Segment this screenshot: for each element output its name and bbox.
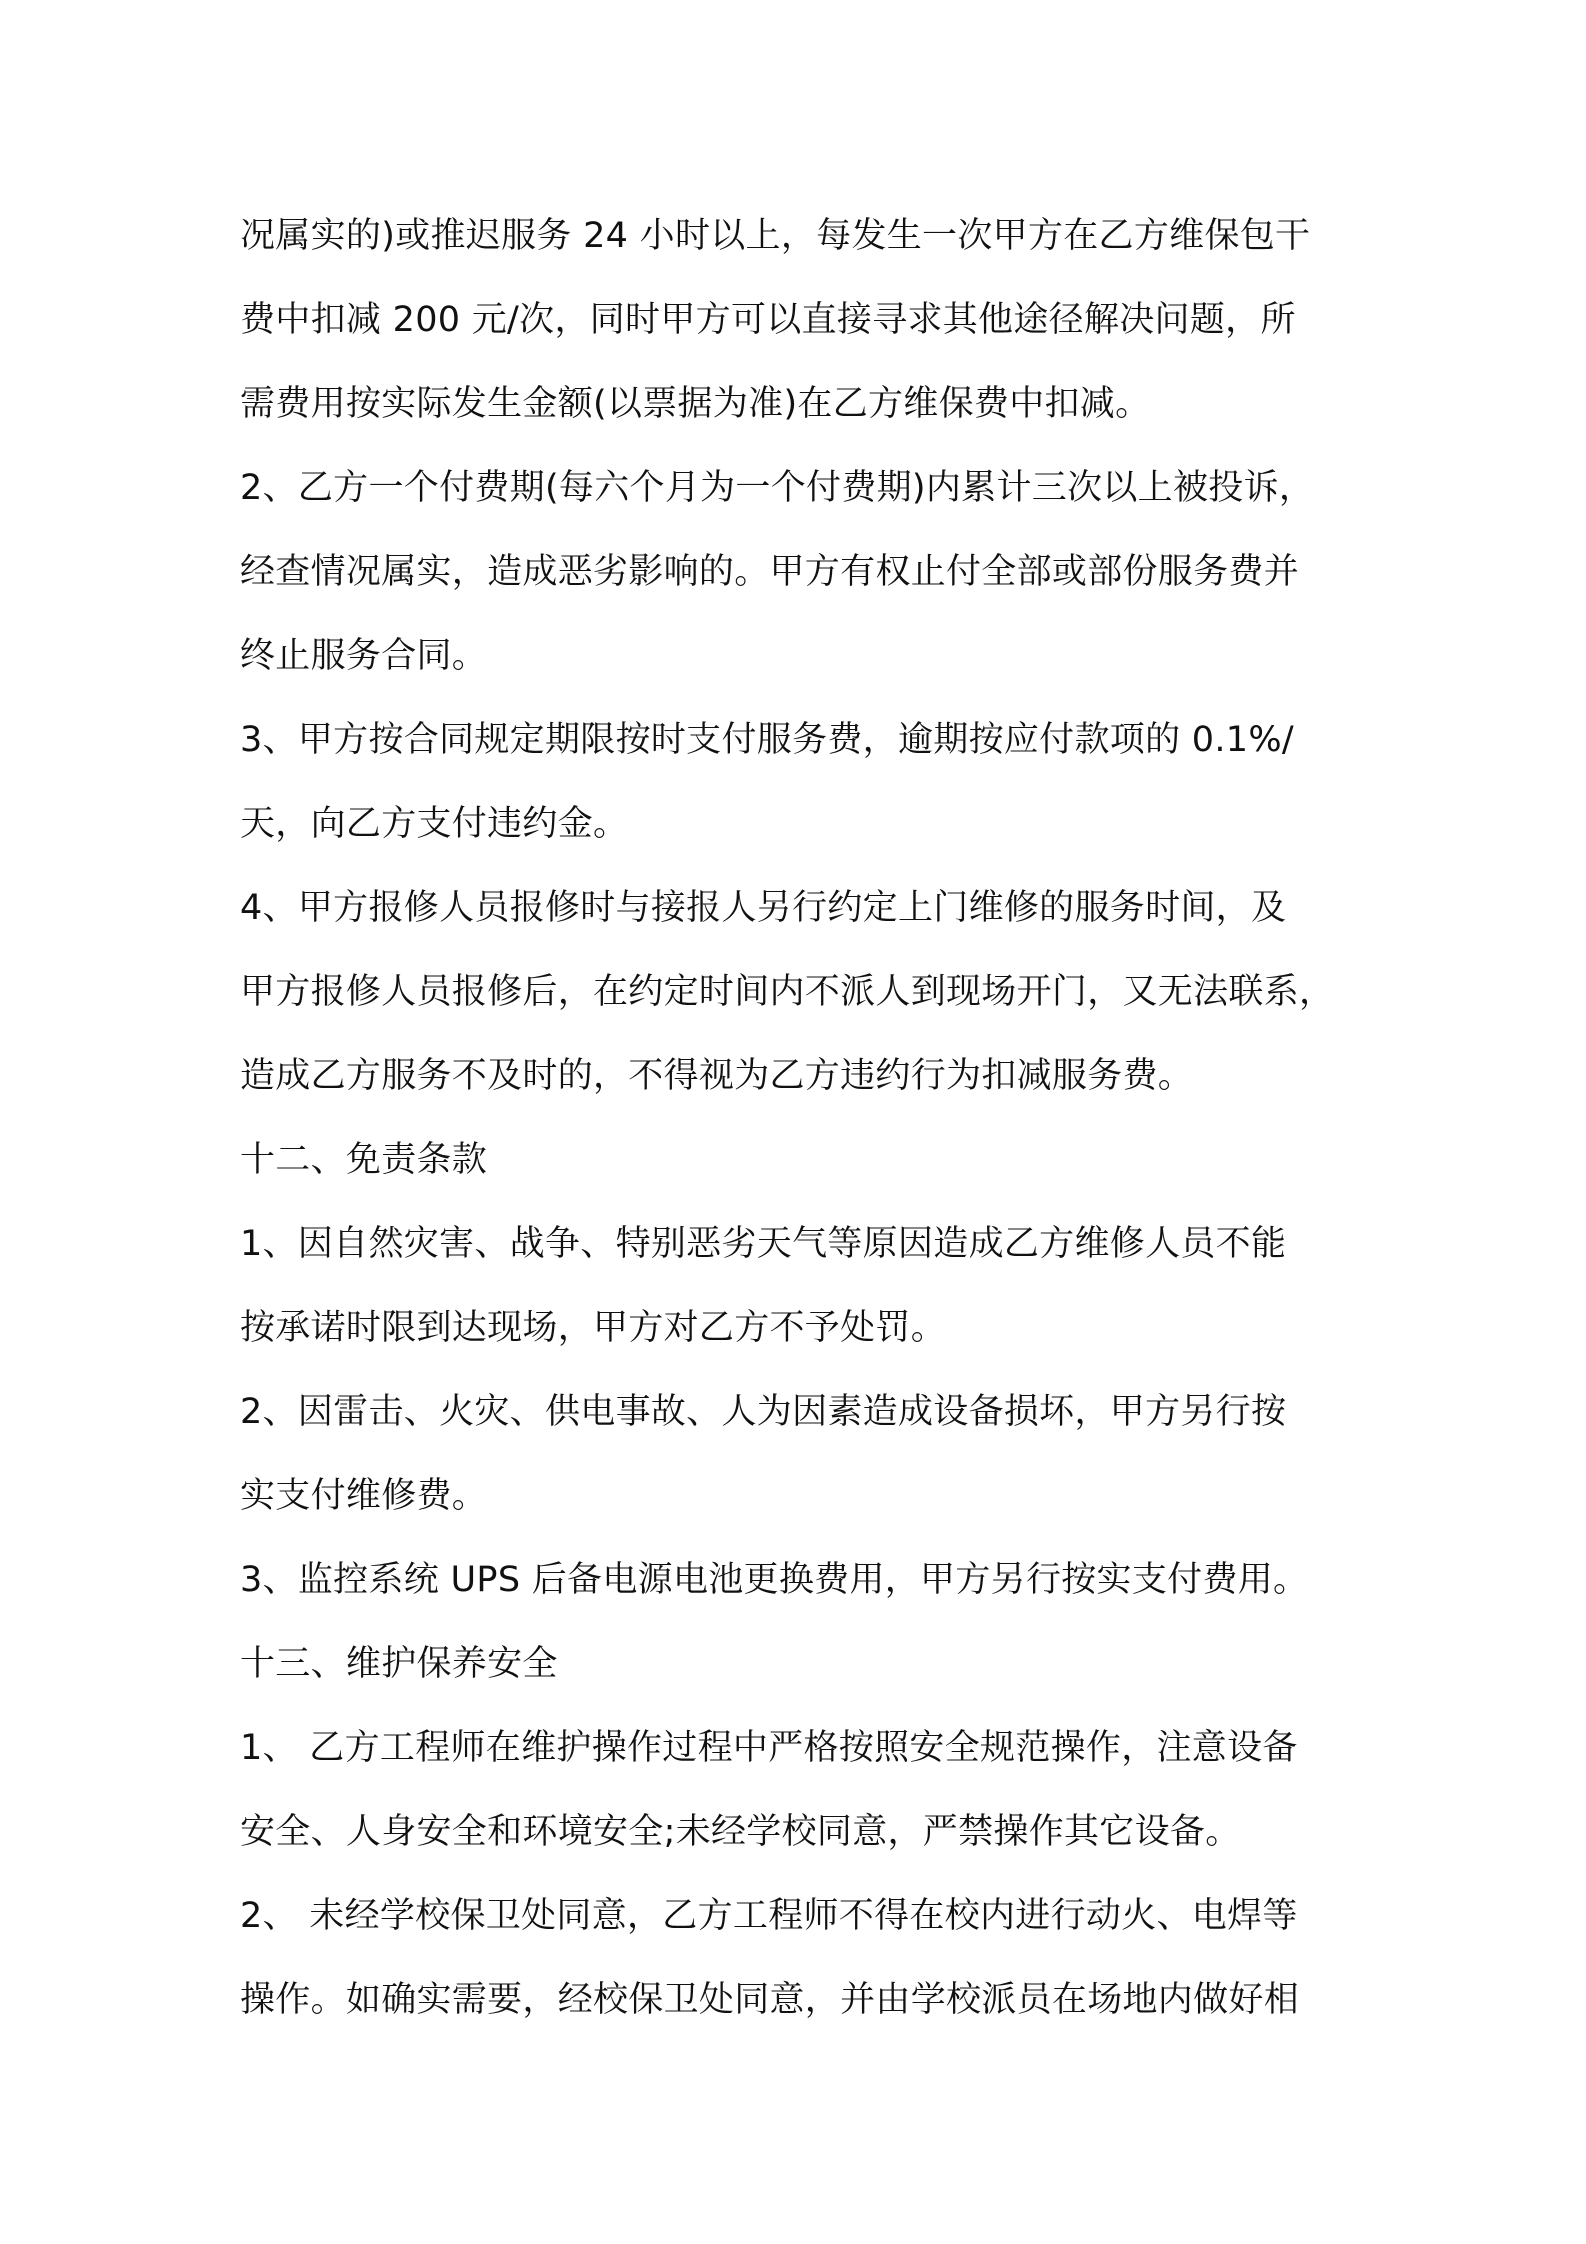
text-line: 甲方报修人员报修后，在约定时间内不派人到现场开门，又无法联系， <box>240 972 1335 1012</box>
text-line: 经查情况属实，造成恶劣影响的。甲方有权止付全部或部份服务费并 <box>240 552 1300 592</box>
text-line: 按承诺时限到达现场，甲方对乙方不予处罚。 <box>240 1308 947 1348</box>
text-line: 实支付维修费。 <box>240 1476 488 1516</box>
text-line: 2、 未经学校保卫处同意，乙方工程师不得在校内进行动火、电焊等 <box>240 1896 1298 1936</box>
text-line: 况属实的)或推迟服务 24 小时以上，每发生一次甲方在乙方维保包干 <box>240 216 1311 256</box>
text-line: 操作。如确实需要，经校保卫处同意，并由学校派员在场地内做好相 <box>240 1980 1300 2020</box>
text-line: 2、因雷击、火灾、供电事故、人为因素造成设备损坏，甲方另行按 <box>240 1392 1287 1432</box>
text-line: 需费用按实际发生金额(以票据为准)在乙方维保费中扣减。 <box>240 384 1151 424</box>
section-heading: 十三、维护保养安全 <box>240 1644 558 1684</box>
text-line: 天，向乙方支付违约金。 <box>240 804 629 844</box>
text-line: 3、甲方按合同规定期限按时支付服务费，逾期按应付款项的 0.1%/ <box>240 720 1295 760</box>
text-line: 1、 乙方工程师在维护操作过程中严格按照安全规范操作，注意设备 <box>240 1728 1298 1768</box>
section-heading: 十二、免责条款 <box>240 1140 488 1180</box>
text-line: 2、乙方一个付费期(每六个月为一个付费期)内累计三次以上被投诉， <box>240 468 1315 508</box>
text-line: 1、因自然灾害、战争、特别恶劣天气等原因造成乙方维修人员不能 <box>240 1224 1287 1264</box>
text-line: 安全、人身安全和环境安全;未经学校同意，严禁操作其它设备。 <box>240 1812 1241 1852</box>
text-line: 终止服务合同。 <box>240 636 488 676</box>
text-line: 4、甲方报修人员报修时与接报人另行约定上门维修的服务时间，及 <box>240 888 1287 928</box>
text-line: 3、监控系统 UPS 后备电源电池更换费用，甲方另行按实支付费用。 <box>240 1560 1309 1600</box>
document-body <box>240 194 1352 2042</box>
text-line: 费中扣减 200 元/次，同时甲方可以直接寻求其他途径解决问题，所 <box>240 300 1296 340</box>
text-line: 造成乙方服务不及时的，不得视为乙方违约行为扣减服务费。 <box>240 1056 1194 1096</box>
